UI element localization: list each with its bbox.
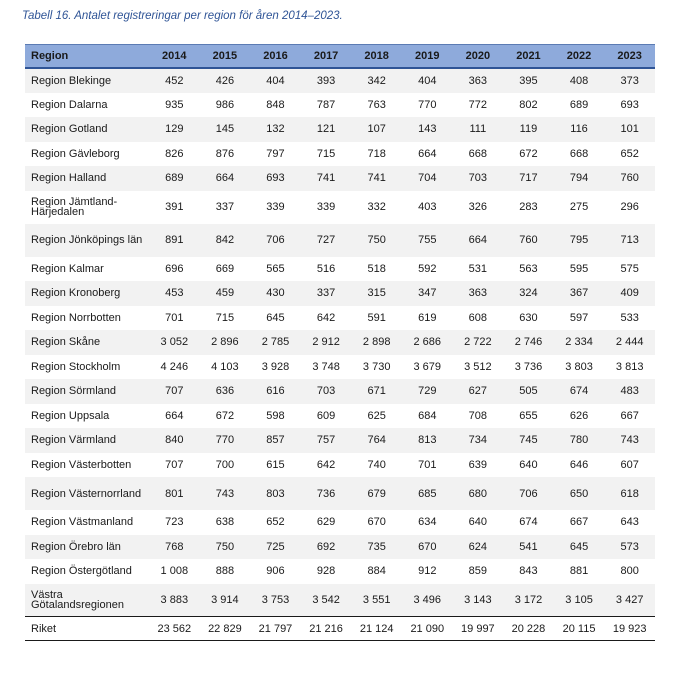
table-row [25, 404, 655, 429]
total-cell: 21 090 [402, 617, 453, 641]
value-cell: 533 [604, 306, 655, 331]
value-cell: 121 [301, 117, 352, 142]
value-cell: 516 [301, 257, 352, 282]
value-cell: 671 [351, 379, 402, 404]
total-cell: 23 562 [149, 617, 200, 641]
value-cell: 729 [402, 379, 453, 404]
value-cell: 780 [554, 428, 605, 453]
value-cell: 743 [604, 428, 655, 453]
value-cell: 630 [503, 306, 554, 331]
value-cell: 3 551 [351, 584, 402, 617]
value-cell: 129 [149, 117, 200, 142]
value-cell: 636 [200, 379, 251, 404]
value-cell: 563 [503, 257, 554, 282]
value-cell: 797 [250, 142, 301, 167]
region-name-cell: Region Gävleborg [25, 142, 149, 167]
table-caption: Tabell 16. Antalet registreringar per region för åren 2014–2023. [22, 10, 343, 22]
total-cell: 20 115 [554, 617, 605, 641]
value-cell: 275 [554, 191, 605, 224]
column-header-year: 2018 [351, 45, 402, 69]
value-cell: 145 [200, 117, 251, 142]
value-cell: 518 [351, 257, 402, 282]
value-cell: 693 [604, 93, 655, 118]
total-cell: 19 923 [604, 617, 655, 641]
value-cell: 342 [351, 68, 402, 93]
value-cell: 708 [453, 404, 504, 429]
value-cell: 3 928 [250, 355, 301, 380]
value-cell: 642 [301, 453, 352, 478]
value-cell: 337 [301, 281, 352, 306]
value-cell: 452 [149, 68, 200, 93]
column-header-region: Region [25, 45, 149, 69]
value-cell: 3 813 [604, 355, 655, 380]
value-cell: 573 [604, 535, 655, 560]
value-cell: 986 [200, 93, 251, 118]
value-cell: 655 [503, 404, 554, 429]
value-cell: 2 686 [402, 330, 453, 355]
region-name-cell: Region Stockholm [25, 355, 149, 380]
value-cell: 597 [554, 306, 605, 331]
region-name-cell: Region Blekinge [25, 68, 149, 93]
value-cell: 2 334 [554, 330, 605, 355]
region-name-cell: Region Uppsala [25, 404, 149, 429]
table-row [25, 93, 655, 118]
value-cell: 680 [453, 477, 504, 510]
value-cell: 750 [200, 535, 251, 560]
column-header-year: 2020 [453, 45, 504, 69]
value-cell: 505 [503, 379, 554, 404]
value-cell: 608 [453, 306, 504, 331]
value-cell: 736 [301, 477, 352, 510]
value-cell: 664 [200, 166, 251, 191]
value-cell: 638 [200, 510, 251, 535]
value-cell: 3 914 [200, 584, 251, 617]
value-cell: 2 912 [301, 330, 352, 355]
value-cell: 615 [250, 453, 301, 478]
value-cell: 283 [503, 191, 554, 224]
value-cell: 453 [149, 281, 200, 306]
value-cell: 787 [301, 93, 352, 118]
value-cell: 2 896 [200, 330, 251, 355]
value-cell: 393 [301, 68, 352, 93]
value-cell: 689 [554, 93, 605, 118]
region-name-cell: Region Örebro län [25, 535, 149, 560]
value-cell: 717 [503, 166, 554, 191]
total-row [25, 617, 655, 641]
region-name-cell: Region Värmland [25, 428, 149, 453]
value-cell: 459 [200, 281, 251, 306]
value-cell: 770 [200, 428, 251, 453]
value-cell: 826 [149, 142, 200, 167]
value-cell: 565 [250, 257, 301, 282]
column-header-year: 2015 [200, 45, 251, 69]
value-cell: 757 [301, 428, 352, 453]
value-cell: 664 [453, 224, 504, 257]
value-cell: 768 [149, 535, 200, 560]
table-row [25, 117, 655, 142]
value-cell: 857 [250, 428, 301, 453]
value-cell: 629 [301, 510, 352, 535]
value-cell: 101 [604, 117, 655, 142]
value-cell: 652 [604, 142, 655, 167]
value-cell: 430 [250, 281, 301, 306]
table-row [25, 535, 655, 560]
value-cell: 741 [351, 166, 402, 191]
value-cell: 696 [149, 257, 200, 282]
table-row [25, 142, 655, 167]
value-cell: 713 [604, 224, 655, 257]
value-cell: 639 [453, 453, 504, 478]
region-name-cell: Västra Götalandsregionen [25, 584, 149, 617]
value-cell: 373 [604, 68, 655, 93]
region-name-cell: Region Västerbotten [25, 453, 149, 478]
value-cell: 404 [250, 68, 301, 93]
region-name-cell: Region Gotland [25, 117, 149, 142]
value-cell: 143 [402, 117, 453, 142]
value-cell: 689 [149, 166, 200, 191]
value-cell: 640 [503, 453, 554, 478]
value-cell: 674 [503, 510, 554, 535]
value-cell: 770 [402, 93, 453, 118]
column-header-year: 2017 [301, 45, 352, 69]
table-row [25, 584, 655, 617]
value-cell: 685 [402, 477, 453, 510]
value-cell: 667 [554, 510, 605, 535]
value-cell: 339 [250, 191, 301, 224]
value-cell: 404 [402, 68, 453, 93]
value-cell: 2 444 [604, 330, 655, 355]
value-cell: 772 [453, 93, 504, 118]
value-cell: 391 [149, 191, 200, 224]
total-label: Riket [25, 617, 149, 641]
value-cell: 704 [402, 166, 453, 191]
value-cell: 706 [250, 224, 301, 257]
value-cell: 609 [301, 404, 352, 429]
value-cell: 409 [604, 281, 655, 306]
value-cell: 2 898 [351, 330, 402, 355]
value-cell: 616 [250, 379, 301, 404]
value-cell: 1 008 [149, 559, 200, 584]
value-cell: 667 [604, 404, 655, 429]
value-cell: 408 [554, 68, 605, 93]
table-row [25, 191, 655, 224]
value-cell: 2 722 [453, 330, 504, 355]
total-cell: 21 216 [301, 617, 352, 641]
value-cell: 703 [301, 379, 352, 404]
value-cell: 618 [604, 477, 655, 510]
table-row [25, 477, 655, 510]
value-cell: 763 [351, 93, 402, 118]
value-cell: 2 746 [503, 330, 554, 355]
value-cell: 670 [351, 510, 402, 535]
value-cell: 3 172 [503, 584, 554, 617]
total-cell: 20 228 [503, 617, 554, 641]
value-cell: 643 [604, 510, 655, 535]
value-cell: 3 803 [554, 355, 605, 380]
value-cell: 607 [604, 453, 655, 478]
value-cell: 111 [453, 117, 504, 142]
table-row [25, 510, 655, 535]
value-cell: 645 [250, 306, 301, 331]
value-cell: 679 [351, 477, 402, 510]
region-name-cell: Region Jönköpings län [25, 224, 149, 257]
value-cell: 718 [351, 142, 402, 167]
value-cell: 119 [503, 117, 554, 142]
region-name-cell: Region Halland [25, 166, 149, 191]
value-cell: 734 [453, 428, 504, 453]
value-cell: 3 730 [351, 355, 402, 380]
value-cell: 745 [503, 428, 554, 453]
table-row [25, 68, 655, 93]
value-cell: 884 [351, 559, 402, 584]
value-cell: 795 [554, 224, 605, 257]
value-cell: 760 [604, 166, 655, 191]
value-cell: 3 105 [554, 584, 605, 617]
table-row [25, 281, 655, 306]
total-cell: 19 997 [453, 617, 504, 641]
total-cell: 21 124 [351, 617, 402, 641]
table-row [25, 330, 655, 355]
value-cell: 764 [351, 428, 402, 453]
region-name-cell: Region Sörmland [25, 379, 149, 404]
value-cell: 426 [200, 68, 251, 93]
value-cell: 692 [301, 535, 352, 560]
value-cell: 326 [453, 191, 504, 224]
value-cell: 672 [503, 142, 554, 167]
total-cell: 21 797 [250, 617, 301, 641]
value-cell: 843 [503, 559, 554, 584]
region-name-cell: Region Östergötland [25, 559, 149, 584]
value-cell: 4 246 [149, 355, 200, 380]
value-cell: 315 [351, 281, 402, 306]
value-cell: 2 785 [250, 330, 301, 355]
value-cell: 347 [402, 281, 453, 306]
value-cell: 640 [453, 510, 504, 535]
table-body [25, 68, 655, 641]
value-cell: 3 052 [149, 330, 200, 355]
value-cell: 906 [250, 559, 301, 584]
value-cell: 3 753 [250, 584, 301, 617]
value-cell: 3 748 [301, 355, 352, 380]
value-cell: 367 [554, 281, 605, 306]
region-name-cell: Region Dalarna [25, 93, 149, 118]
value-cell: 645 [554, 535, 605, 560]
value-cell: 684 [402, 404, 453, 429]
value-cell: 3 512 [453, 355, 504, 380]
value-cell: 755 [402, 224, 453, 257]
value-cell: 592 [402, 257, 453, 282]
value-cell: 715 [301, 142, 352, 167]
value-cell: 703 [453, 166, 504, 191]
value-cell: 332 [351, 191, 402, 224]
column-header-year: 2019 [402, 45, 453, 69]
value-cell: 627 [453, 379, 504, 404]
value-cell: 337 [200, 191, 251, 224]
column-header-year: 2022 [554, 45, 605, 69]
value-cell: 626 [554, 404, 605, 429]
region-name-cell: Region Jämtland-Härjedalen [25, 191, 149, 224]
value-cell: 881 [554, 559, 605, 584]
value-cell: 625 [351, 404, 402, 429]
value-cell: 701 [149, 306, 200, 331]
value-cell: 888 [200, 559, 251, 584]
value-cell: 725 [250, 535, 301, 560]
value-cell: 541 [503, 535, 554, 560]
value-cell: 591 [351, 306, 402, 331]
value-cell: 876 [200, 142, 251, 167]
value-cell: 403 [402, 191, 453, 224]
value-cell: 3 883 [149, 584, 200, 617]
value-cell: 483 [604, 379, 655, 404]
value-cell: 652 [250, 510, 301, 535]
table-row [25, 559, 655, 584]
value-cell: 813 [402, 428, 453, 453]
value-cell: 794 [554, 166, 605, 191]
value-cell: 740 [351, 453, 402, 478]
value-cell: 363 [453, 68, 504, 93]
total-cell: 22 829 [200, 617, 251, 641]
value-cell: 624 [453, 535, 504, 560]
value-cell: 107 [351, 117, 402, 142]
value-cell: 707 [149, 379, 200, 404]
table-row [25, 379, 655, 404]
value-cell: 707 [149, 453, 200, 478]
value-cell: 801 [149, 477, 200, 510]
value-cell: 735 [351, 535, 402, 560]
value-cell: 132 [250, 117, 301, 142]
column-header-year: 2021 [503, 45, 554, 69]
table-row [25, 355, 655, 380]
value-cell: 842 [200, 224, 251, 257]
value-cell: 674 [554, 379, 605, 404]
value-cell: 891 [149, 224, 200, 257]
table-row [25, 453, 655, 478]
value-cell: 741 [301, 166, 352, 191]
value-cell: 642 [301, 306, 352, 331]
column-header-year: 2014 [149, 45, 200, 69]
column-header-year: 2016 [250, 45, 301, 69]
value-cell: 668 [453, 142, 504, 167]
table-row [25, 306, 655, 331]
value-cell: 3 736 [503, 355, 554, 380]
region-name-cell: Region Norrbotten [25, 306, 149, 331]
value-cell: 670 [402, 535, 453, 560]
value-cell: 650 [554, 477, 605, 510]
value-cell: 3 496 [402, 584, 453, 617]
value-cell: 3 143 [453, 584, 504, 617]
value-cell: 669 [200, 257, 251, 282]
value-cell: 3 427 [604, 584, 655, 617]
value-cell: 116 [554, 117, 605, 142]
region-name-cell: Region Västernorrland [25, 477, 149, 510]
value-cell: 912 [402, 559, 453, 584]
value-cell: 701 [402, 453, 453, 478]
value-cell: 575 [604, 257, 655, 282]
value-cell: 339 [301, 191, 352, 224]
value-cell: 802 [503, 93, 554, 118]
value-cell: 3 679 [402, 355, 453, 380]
region-name-cell: Region Skåne [25, 330, 149, 355]
value-cell: 4 103 [200, 355, 251, 380]
table-row [25, 428, 655, 453]
value-cell: 664 [402, 142, 453, 167]
value-cell: 928 [301, 559, 352, 584]
value-cell: 363 [453, 281, 504, 306]
value-cell: 723 [149, 510, 200, 535]
value-cell: 743 [200, 477, 251, 510]
value-cell: 706 [503, 477, 554, 510]
value-cell: 531 [453, 257, 504, 282]
column-header-year: 2023 [604, 45, 655, 69]
value-cell: 715 [200, 306, 251, 331]
value-cell: 727 [301, 224, 352, 257]
value-cell: 595 [554, 257, 605, 282]
table-row [25, 224, 655, 257]
value-cell: 750 [351, 224, 402, 257]
value-cell: 672 [200, 404, 251, 429]
value-cell: 619 [402, 306, 453, 331]
table-header-row [25, 45, 655, 69]
value-cell: 324 [503, 281, 554, 306]
value-cell: 693 [250, 166, 301, 191]
region-name-cell: Region Kalmar [25, 257, 149, 282]
value-cell: 700 [200, 453, 251, 478]
value-cell: 395 [503, 68, 554, 93]
value-cell: 598 [250, 404, 301, 429]
value-cell: 668 [554, 142, 605, 167]
value-cell: 803 [250, 477, 301, 510]
value-cell: 296 [604, 191, 655, 224]
region-name-cell: Region Kronoberg [25, 281, 149, 306]
table-row [25, 257, 655, 282]
value-cell: 634 [402, 510, 453, 535]
value-cell: 840 [149, 428, 200, 453]
value-cell: 859 [453, 559, 504, 584]
registrations-table [25, 44, 655, 641]
value-cell: 3 542 [301, 584, 352, 617]
value-cell: 664 [149, 404, 200, 429]
value-cell: 935 [149, 93, 200, 118]
value-cell: 800 [604, 559, 655, 584]
value-cell: 848 [250, 93, 301, 118]
value-cell: 646 [554, 453, 605, 478]
table-row [25, 166, 655, 191]
region-name-cell: Region Västmanland [25, 510, 149, 535]
value-cell: 760 [503, 224, 554, 257]
